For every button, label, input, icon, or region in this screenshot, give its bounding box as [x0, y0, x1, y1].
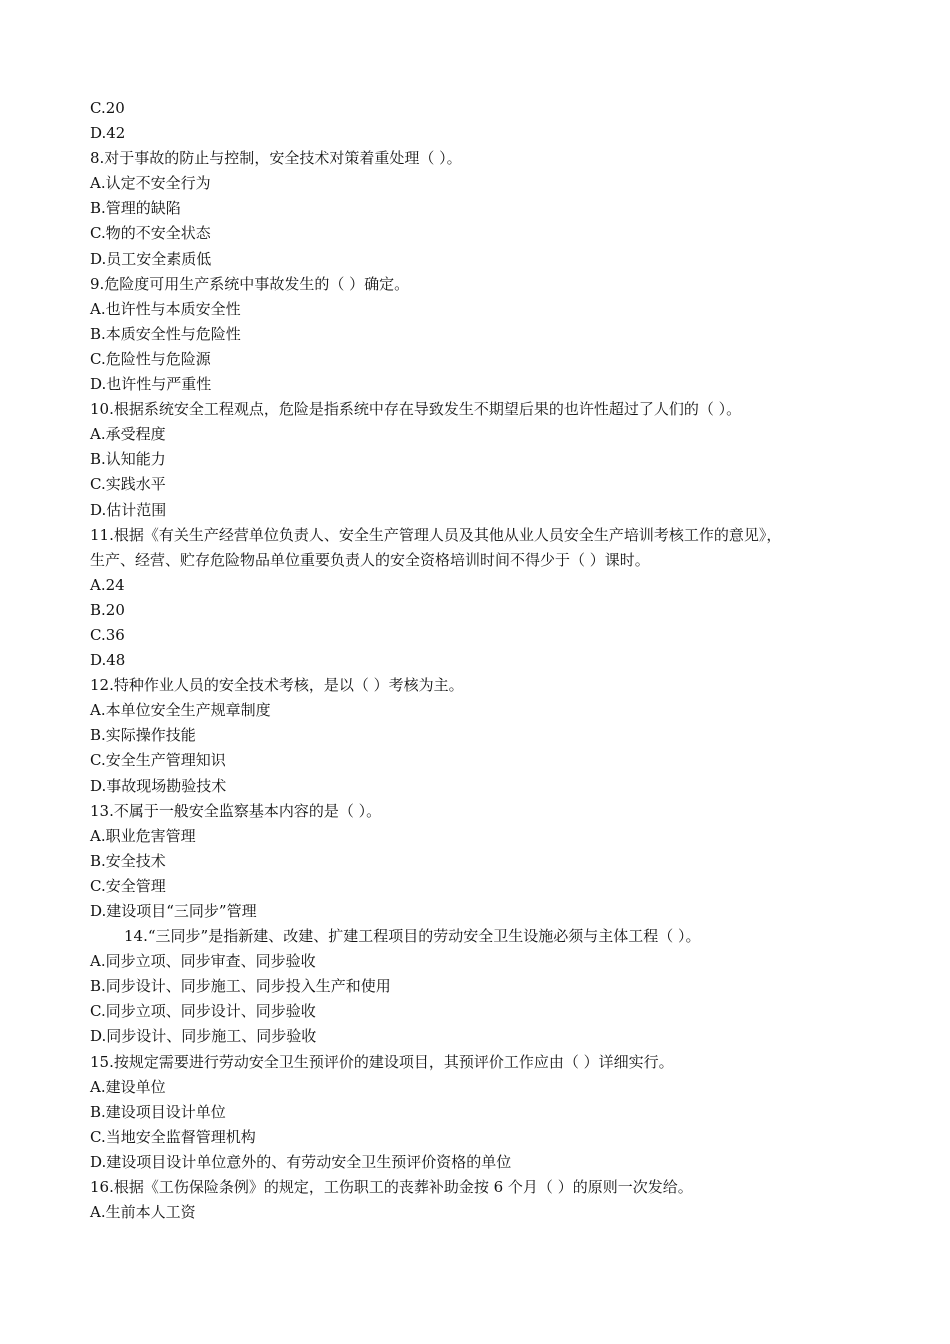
option-b-text: B.实际操作技能 [90, 726, 196, 745]
question-13-text: 13.不属于一般安全监察基本内容的是（ ）。 [90, 801, 382, 820]
option-c-text: C.危险性与危险源 [90, 349, 211, 368]
option-a-text: A.本单位安全生产规章制度 [90, 701, 271, 720]
option-b-text: B.本质安全性与危险性 [90, 324, 241, 343]
document-body [90, 96, 890, 1225]
option-d-text: D.也许性与严重性 [90, 375, 212, 394]
option-b-text: B.20 [90, 600, 125, 619]
question-12-text: 12.特种作业人员的安全技术考核，是以（ ）考核为主。 [90, 676, 464, 695]
option-c-text: C.20 [90, 99, 125, 117]
option-c-text: C.安全管理 [90, 876, 166, 895]
question-14-text: 14.“三同步”是指新建、改建、扩建工程项目的劳动安全卫生设施必须与主体工程（ ）。 [124, 927, 701, 946]
option-d-text: D.建设项目设计单位意外的、有劳动安全卫生预评价资格的单位 [90, 1152, 512, 1171]
option-a-text: A.认定不安全行为 [90, 174, 211, 193]
option-a-text: A.也许性与本质安全性 [90, 299, 241, 318]
option-b-text: B.建设项目设计单位 [90, 1102, 226, 1121]
option-c-text: C.当地安全监督管理机构 [90, 1127, 256, 1146]
option-d-text: D.建设项目“三同步”管理 [90, 902, 257, 920]
option-a-text: A.建设单位 [90, 1077, 166, 1096]
option-a-text: A.同步立项、同步审查、同步验收 [90, 952, 316, 971]
option-b-text: B.认知能力 [90, 450, 166, 469]
question-15-text: 15.按规定需要进行劳动安全卫生预评价的建设项目，其预评价工作应由（ ）详细实行。 [90, 1052, 674, 1071]
option-b-text: B.安全技术 [90, 851, 166, 870]
option-c-text: C.实践水平 [90, 475, 166, 494]
option-a-text: A.承受程度 [90, 425, 166, 444]
option-d-text: D.员工安全素质低 [90, 249, 212, 268]
option-c-text: C.安全生产管理知识 [90, 751, 226, 770]
option-a-text: A.24 [90, 575, 125, 594]
question-11-text: 11.根据《有关生产经营单位负责人、安全生产管理人员及其他从业人员安全生产培训考核工作的意见》， [90, 525, 782, 544]
option-d-text: D.估计范围 [90, 500, 167, 519]
option-c-text: C.36 [90, 625, 125, 644]
option-c-text: C.物的不安全状态 [90, 224, 211, 243]
option-a-text: A.职业危害管理 [90, 826, 196, 845]
option-d-text: D.事故现场勘验技术 [90, 776, 227, 795]
option-d-text: D.同步设计、同步施工、同步验收 [90, 1027, 317, 1046]
question-16-text: 16.根据《工伤保险条例》的规定，工伤职工的丧葬补助金按 6 个月（ ）的原则一次发给。 [90, 1178, 693, 1197]
question-10-text: 10.根据系统安全工程观点，危险是指系统中存在导致发生不期望后果的也许性超过了人们的（ ）。 [90, 400, 742, 419]
option-a-text: A.生前本人工资 [90, 1203, 196, 1222]
question-8-text: 8.对于事故的防止与控制，安全技术对策着重处理（ ）。 [90, 149, 462, 168]
option-c-text: C.同步立项、同步设计、同步验收 [90, 1002, 316, 1021]
option-d-text: D.42 [90, 124, 126, 143]
option-b-text: B.管理的缺陷 [90, 199, 181, 218]
question-11-text-continued: 生产、经营、贮存危险物品单位重要负责人的安全资格培训时间不得少于（ ）课时。 [90, 550, 650, 569]
option-b-text: B.同步设计、同步施工、同步投入生产和使用 [90, 977, 391, 996]
question-9-text: 9.危险度可用生产系统中事故发生的（ ）确定。 [90, 274, 410, 293]
option-d-text: D.48 [90, 651, 126, 670]
